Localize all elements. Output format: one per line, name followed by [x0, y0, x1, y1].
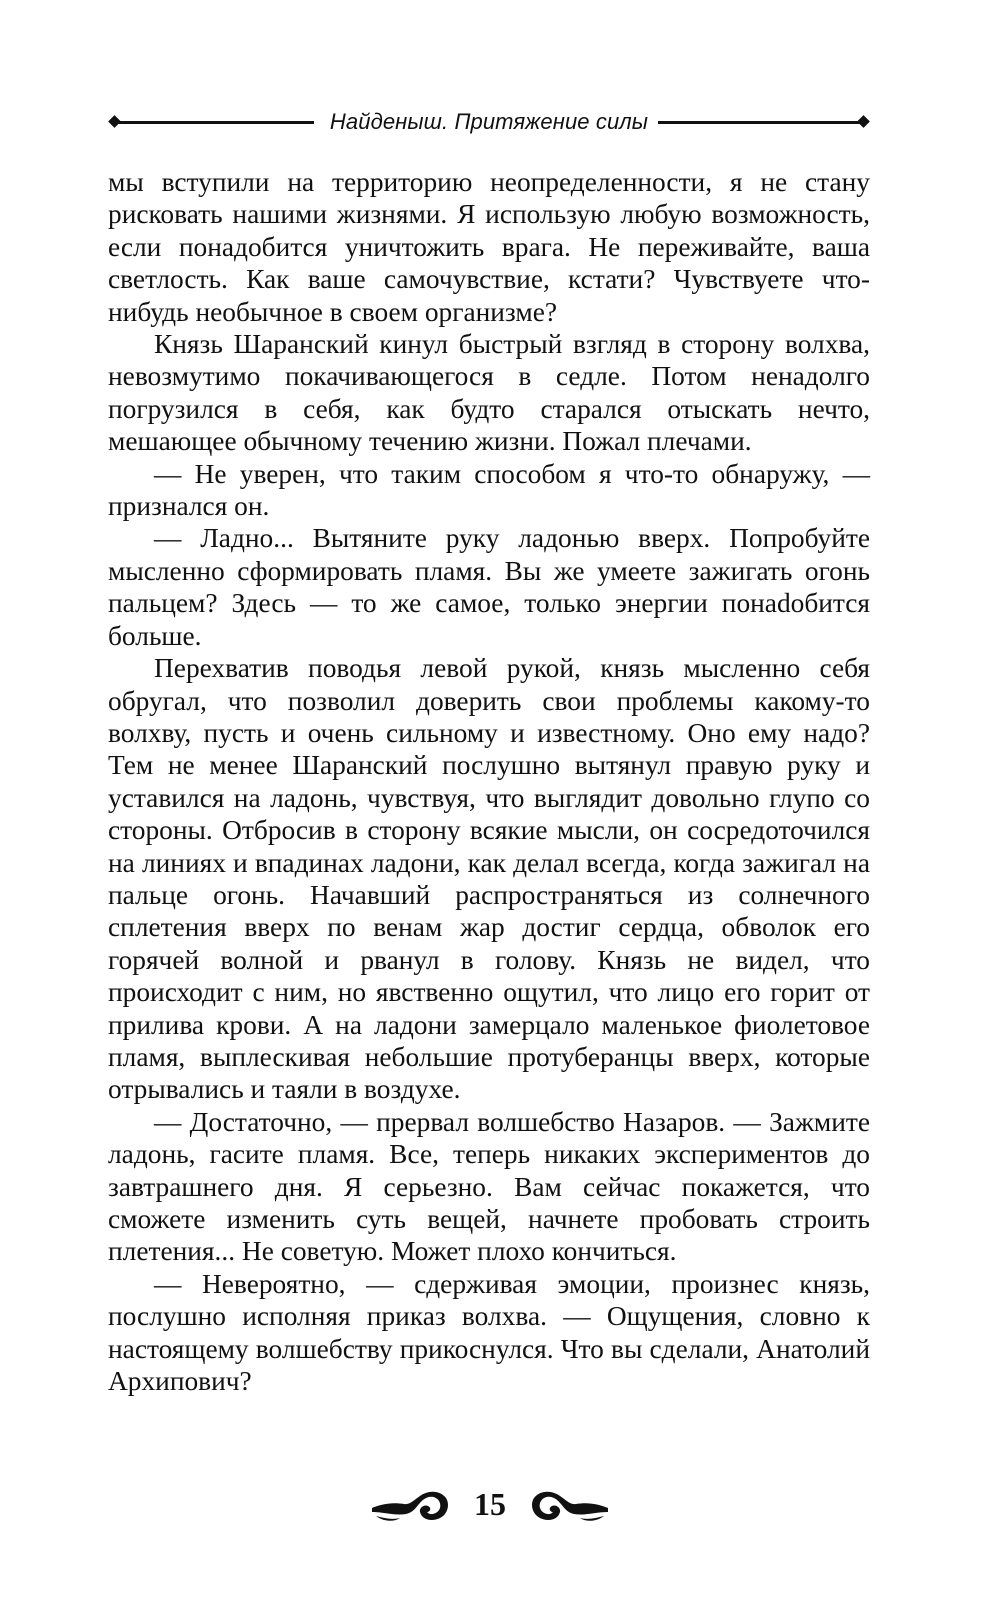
page-folio	[370, 1476, 610, 1532]
paragraph-6: — Достаточно, — прервал волшебство Назаров. — Зажмите ладонь, гасите пламя. Все, теперь никаких экспериментов до завтрашнего дня. Я серьезно. Вам сейчас покажется, что сможете изменить суть вещей, начнете пробовать строить плетения... Не советую. Может плохо кончиться.	[108, 1106, 870, 1267]
header-rule-right	[658, 121, 862, 124]
page-number: 15	[474, 1486, 506, 1522]
paragraph-4: — Ладно... Вытяните руку ладонью вверх. Попробуйте мысленно сформировать пламя. Вы же умеете зажигать огонь пальцем? Здесь — то же самое, только энергии понаdобится больше.	[108, 523, 870, 651]
paragraph-3: — Не уверен, что таким способом я что-то обнаружу, — признался он.	[108, 458, 870, 522]
scroll-ornament-right-icon	[530, 1482, 610, 1526]
paragraph-7: — Невероятно, — сдерживая эмоции, произнес князь, послушно исполняя приказ волхва. — Ощущения, словно к настоящему волшебству прикоснулся. Что вы сделали, Анатолий Архипович?	[108, 1268, 870, 1397]
paragraph-2: Князь Шаранский кинул быстрый взгляд в сторону волхва, невозмутимо покачивающегося в седле. Потом ненадолго погрузился в себя, как будто старался отыскать нечто, мешающее обычному течению жизни. Пожал плечами.	[108, 329, 870, 457]
paragraph-1: мы вступили на территорию неопределенности, я не стану рисковать нашими жизнями. Я использую любую возможность, если понадобится уничтожить врага. Не переживайте, ваша светлость. Как ваше самочувствие, кстати? Чувствуете что-нибудь необычное в своем организме?	[108, 167, 870, 327]
paragraph-5: Перехватив поводья левой рукой, князь мысленно себя обругал, что позволил доверить свои проблемы какому-то волхву, пусть и очень сильному и известному. Оно ему надо? Тем не менее Шаранский послушно вытянул правую руку и уставился на ладонь, чувствуя, что выглядит довольно глупо со стороны. Отбросив в сторону всякие мысли, он сосредоточился на линиях и впадинах ладони, как делал всегда, когда зажигал на пальце огонь. Начавший распространяться из солнечного сплетения вверх по венам жар достиг сердца, обволок его горячей волной и рванул в голову. Князь не видел, что происходит с ним, но явственно ощутил, что лицо его горит от прилива крови. А на ладони замерцало маленькое фиолетовое пламя, выплескивая небольшие протуберанцы вверх, которые отрывались и таяли в воздухе.	[108, 653, 870, 1105]
scroll-ornament-left-icon	[370, 1482, 450, 1526]
running-head	[108, 108, 870, 136]
running-title: Найденыш. Притяжение силы	[329, 109, 649, 134]
page-body	[108, 166, 870, 1397]
